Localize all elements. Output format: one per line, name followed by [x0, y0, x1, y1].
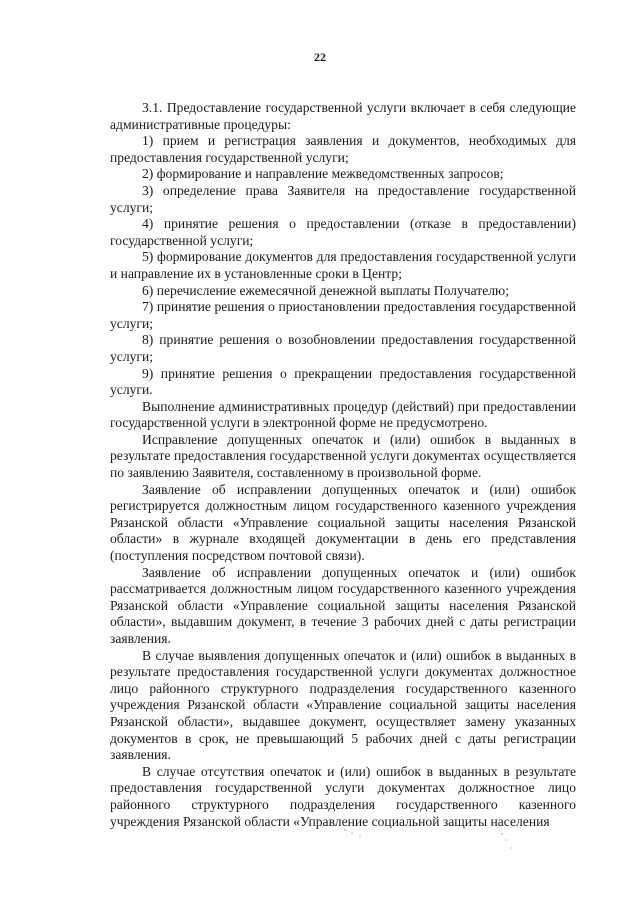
no-errors-paragraph: В случае отсутствия опечаток и (или) ошибок в выданных в результате предоставления государственной услуги документах должностное лицо районного структурного подразделения государственного казенного учреждения Рязанской области «Управление социальной защиты населения	[110, 763, 576, 829]
list-item-1: 1) прием и регистрация заявления и документов, необходимых для предоставления государственной услуги;	[110, 133, 576, 165]
document-body	[110, 100, 576, 830]
list-item-4: 4) принятие решения о предоставлении (отказе в предоставлении) государственной услуги;	[110, 216, 576, 248]
list-item-6: 6) перечисление ежемесячной денежной выплаты Получателю;	[142, 282, 509, 298]
registration-paragraph: Заявление об исправлении допущенных опечаток и (или) ошибок регистрируется должностным лицом государственного казенного учреждения Рязанской области «Управление социальной защиты населения Рязанской области» в журнале входящей документации в день его представления (поступления посредством почтовой связи).	[110, 481, 576, 564]
corrections-paragraph: Исправление допущенных опечаток и (или) ошибок в выданных в результате предоставления государственной услуги документах осуществляется по заявлению Заявителя, составленному в произвольной форме.	[110, 431, 576, 481]
list-item-7: 7) принятие решения о приостановлении предоставления государственной услуги;	[110, 299, 576, 331]
list-item-8: 8) принятие решения о возобновлении предоставления государственной услуги;	[110, 332, 576, 364]
list-item-2: 2) формирование и направление межведомственных запросов;	[142, 166, 504, 182]
paragraph-3-1: 3.1. Предоставление государственной услуги включает в себя следующие административные процедуры:	[110, 100, 576, 132]
list-item-9: 9) принятие решения о прекращении предоставления государственной услуги.	[110, 365, 576, 398]
scan-specks	[330, 820, 530, 860]
review-paragraph: Заявление об исправлении допущенных опечаток и (или) ошибок рассматривается должностным лицом государственного казенного учреждения Рязанской области «Управление социальной защиты населения Рязанской области», выдавшим документ, в течение 3 рабочих дней с даты регистрации заявления.	[110, 564, 576, 646]
list-item-3: 3) определение права Заявителя на предоставление государственной услуги;	[110, 182, 576, 215]
replacement-paragraph: В случае выявления допущенных опечаток и (или) ошибок в выданных в результате предоставления государственной услуги документах должностное лицо районного структурного подразделения государственного казенного учреждения Рязанской области «Управление социальной защиты населения Рязанской области», выдавшее документ, осуществляет замену указанных документов в срок, не превышающий 5 рабочих дней с даты регистрации заявления.	[110, 647, 576, 763]
page-number: 22	[314, 50, 326, 64]
electronic-form-paragraph: Выполнение административных процедур (действий) при предоставлении государственной услуги в электронной форме не предусмотрено.	[110, 398, 576, 431]
list-item-5: 5) формирование документов для предоставления государственной услуги и направление их в установленные сроки в Центр;	[110, 249, 576, 281]
